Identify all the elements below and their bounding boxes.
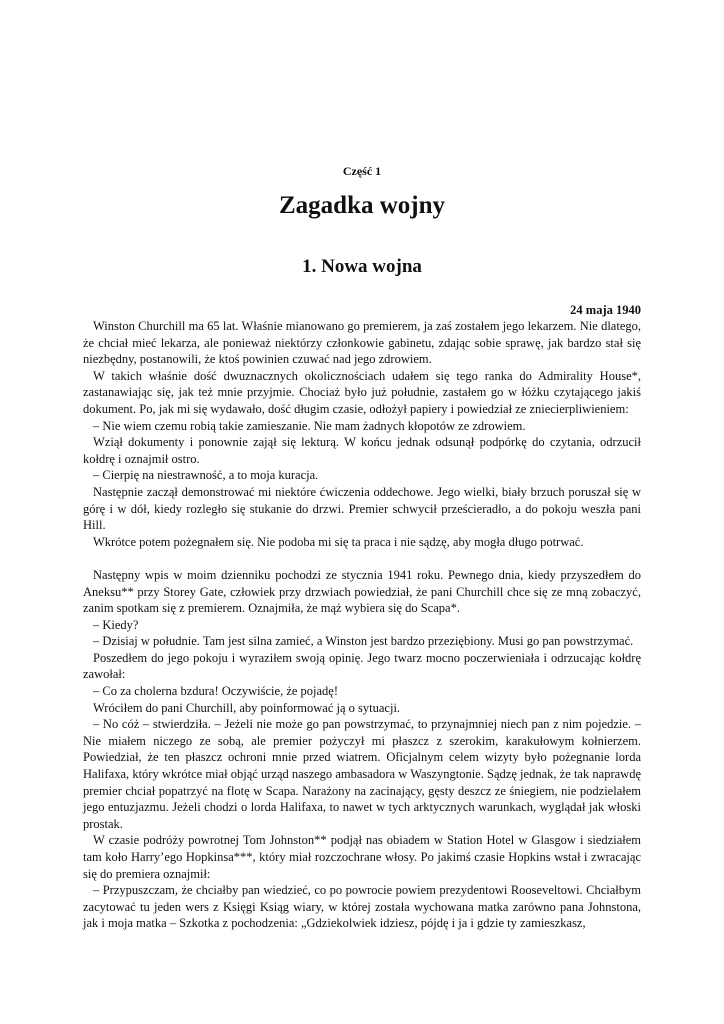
paragraph: Wróciłem do pani Churchill, aby poinformować ją o sytuacji. [93, 700, 401, 715]
part-label: Część 1 [342, 164, 382, 178]
paragraph: Wkrótce potem pożegnałem się. Nie podoba mi się ta praca i nie sądzę, aby mogła długo potrwać. [93, 534, 584, 549]
paragraph-spacer [83, 550, 641, 567]
paragraph: Następnie zaczął demonstrować mi niektóre ćwiczenia oddechowe. Jego wielki, biały brzuch poruszał się w górę i w dół, kiedy rozległo się stukanie do drzwi. Premier schwycił prześcieradło, a do pokoju weszła pani Hill. [83, 484, 641, 533]
paragraph: W takich właśnie dość dwuznacznych okolicznościach udałem się tego ranka do Admirality House*, zastanawiając się, jak też mnie przyjmie. Chociaż było już południe, zastałem go w łóżku czytającego jakiś dokument. Po, jak mi się wydawało, dość długim czasie, odłożył papiery i powiedział ze zniecierpliwieniem: [83, 368, 641, 416]
book-title: Zagadka wojny [278, 192, 445, 219]
paragraph: Wziął dokumenty i ponownie zajął się lekturą. W końcu jednak odsunął podpórkę do czytania, odrzucił kołdrę i oznajmił ostro. [83, 435, 641, 466]
paragraph: Następny wpis w moim dzienniku pochodzi ze stycznia 1941 roku. Pewnego dnia, kiedy przyszedłem do Aneksu** przy Storey Gate, człowiek przy drzwiach powiedział, że pani Churchill chce się ze mną zobaczyć, zanim spotkam się z premierem. Oznajmiła, że mąż wybiera się do Scapa*. [83, 567, 641, 616]
paragraph: – Dzisiaj w południe. Tam jest silna zamieć, a Winston jest bardzo przeziębiony. Musi go pan powstrzymać. [93, 634, 634, 649]
chapter-title: 1. Nowa wojna [302, 256, 422, 277]
paragraph: – Nie wiem czemu robią takie zamieszanie. Nie mam żadnych kłopotów ze zdrowiem. [93, 418, 526, 433]
paragraph: Winston Churchill ma 65 lat. Właśnie mianowano go premierem, ja zaś zostałem jego lekarzem. Nie dlatego, że chciał mieć lekarza, ale ponieważ niektórzy członkowie gabinetu, zdając sobie sprawę, jak bardzo stał się niezbędny, postanowili, że ktoś powinien czuwać nad jego zdrowiem. [83, 319, 641, 367]
paragraph: W czasie podróży powrotnej Tom Johnston** podjął nas obiadem w Station Hotel w Glasgow i siedziałem tam koło Harry’ego Hopkinsa***, który miał rozczochrane włosy. Po jakimś czasie Hopkins wstał i zwracając się do premiera oznajmił: [83, 833, 641, 881]
paragraph: – Co za cholerna bzdura! Oczywiście, że pojadę! [93, 684, 339, 699]
body-text [83, 318, 641, 932]
paragraph: – No cóż – stwierdziła. – Jeżeli nie może go pan powstrzymać, to przynajmniej niech pan z nim pojedzie. – Nie miałem niczego ze sobą, ale premier pożyczył mi płaszcz z szerokim, karakułowym kołnierzem. Powiedział, że ten płaszcz ochroni mnie przed wiatrem. Oficjalnym celem wizyty było pożegnanie lorda Halifaxa, który wkrótce miał objąć urząd naszego ambasadora w Waszyngtonie. Sądzę jednak, że tak naprawdę premier chciał popatrzyć na flotę w Scapa. Narażony na zacinający, gęsty deszcz ze śniegiem, nie podzielałem jego entuzjazmu. Jeżeli chodzi o lorda Halifaxa, to nawet w tych arktycznych warunkach, wyglądał jak włoski prostak. [83, 717, 641, 831]
paragraph: – Przypuszczam, że chciałby pan wiedzieć, co po powrocie powiem prezydentowi Rooseveltowi. Chciałbym zacytować tu jeden wers z Księgi Ksiąg wiary, w której została wychowana matka zarówno pana Johnstona, jak i moja matka – Szkotka z pochodzenia: „Gdziekolwiek idziesz, pójdę i ja i gdzie ty zamieszkasz, [83, 883, 641, 931]
paragraph: – Kiedy? [93, 617, 139, 632]
paragraph: Poszedłem do jego pokoju i wyraziłem swoją opinię. Jego twarz mocno poczerwieniała i odrzucając kołdrę zawołał: [83, 650, 641, 682]
diary-date: 24 maja 1940 [570, 303, 641, 317]
paragraph: – Cierpię na niestrawność, a to moja kuracja. [93, 468, 319, 483]
